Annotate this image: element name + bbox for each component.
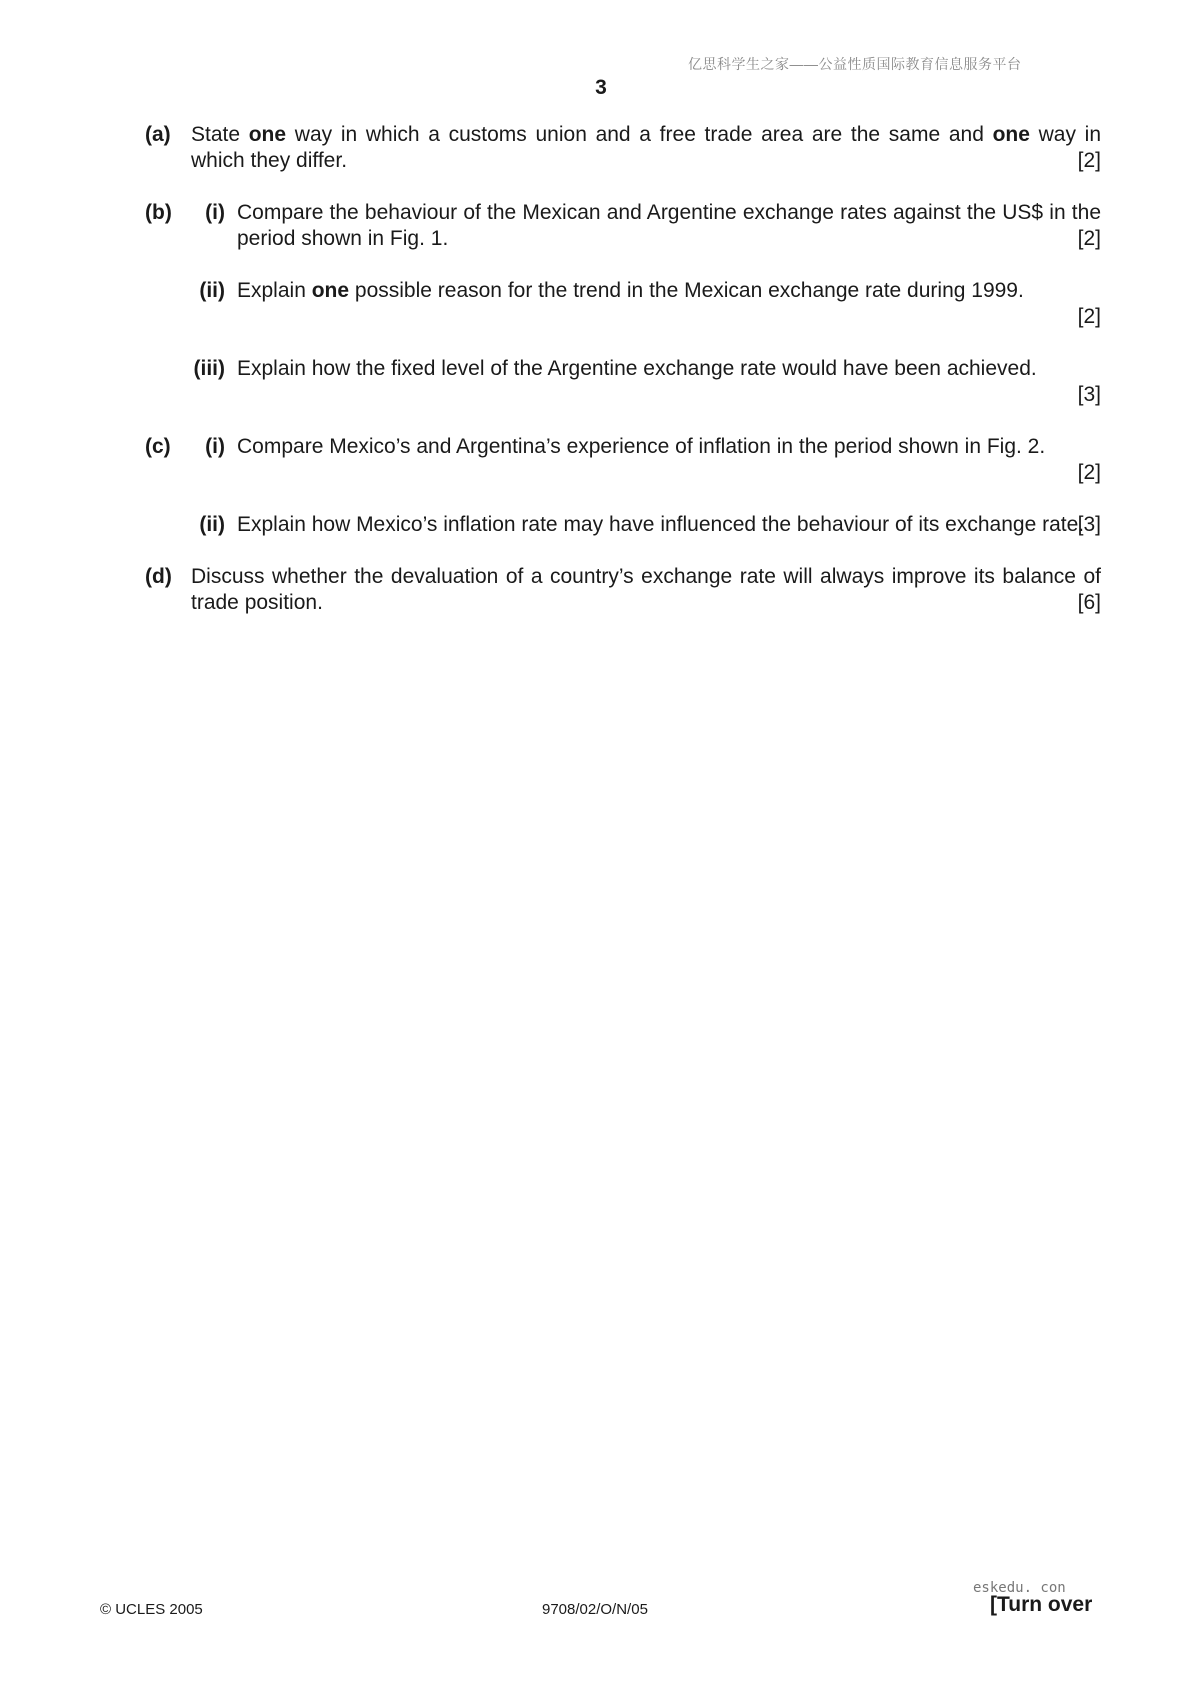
mark-b-ii: [2] <box>1077 305 1101 328</box>
part-label-b: (b) <box>145 201 172 224</box>
mark-b-iii: [3] <box>1077 383 1101 406</box>
mark-c-ii: [3] <box>1077 513 1101 536</box>
part-label-c: (c) <box>145 435 171 458</box>
mark-c-i: [2] <box>1077 461 1101 484</box>
sub-label-b-i: (i) <box>205 201 225 224</box>
question-c-i-text: Compare Mexico’s and Argentina’s experience of inflation in the period shown in Fig. 2. <box>237 435 1046 458</box>
sub-label-b-iii: (iii) <box>193 357 225 380</box>
question-d <box>145 564 1101 616</box>
sub-label-c-i: (i) <box>205 435 225 458</box>
turn-over-label: [Turn over <box>990 1593 1093 1616</box>
question-c-i <box>145 434 1101 486</box>
sub-label-c-ii: (ii) <box>199 513 225 536</box>
part-label-d: (d) <box>145 565 172 588</box>
question-b-iii <box>145 356 1101 408</box>
sub-label-b-ii: (ii) <box>199 279 225 302</box>
watermark-text: 亿思科学生之家——公益性质国际教育信息服务平台 <box>688 56 1022 72</box>
question-b-ii <box>145 278 1101 330</box>
question-b-i-text: Compare the behaviour of the Mexican and Argentine exchange rates against the US$ in the period shown in Fig. 1. <box>237 201 1101 250</box>
question-b-ii-text: Explain one possible reason for the trend in the Mexican exchange rate during 1999. <box>237 279 1024 302</box>
footer-copyright: © UCLES 2005 <box>100 1601 203 1618</box>
question-list <box>145 122 1101 616</box>
mark-d: [6] <box>1077 591 1101 614</box>
question-b-i <box>145 200 1101 252</box>
question-b-iii-text: Explain how the fixed level of the Argentine exchange rate would have been achieved. <box>237 357 1037 380</box>
mark-b-i: [2] <box>1077 227 1101 250</box>
footer-site-watermark: eskedu. con <box>973 1580 1066 1596</box>
footer-paper-code: 9708/02/O/N/05 <box>542 1601 648 1618</box>
question-c-ii <box>145 512 1101 538</box>
part-label-a: (a) <box>145 123 171 146</box>
question-a-text: State one way in which a customs union and a free trade area are the same and one way in which they differ. <box>191 123 1102 172</box>
page-number: 3 <box>595 76 607 99</box>
mark-a: [2] <box>1077 149 1101 172</box>
question-c-ii-text: Explain how Mexico’s inflation rate may have influenced the behaviour of its exchange rate. <box>237 513 1085 536</box>
question-d-text: Discuss whether the devaluation of a country’s exchange rate will always improve its balance of trade position. <box>191 565 1101 614</box>
question-a <box>145 122 1101 174</box>
